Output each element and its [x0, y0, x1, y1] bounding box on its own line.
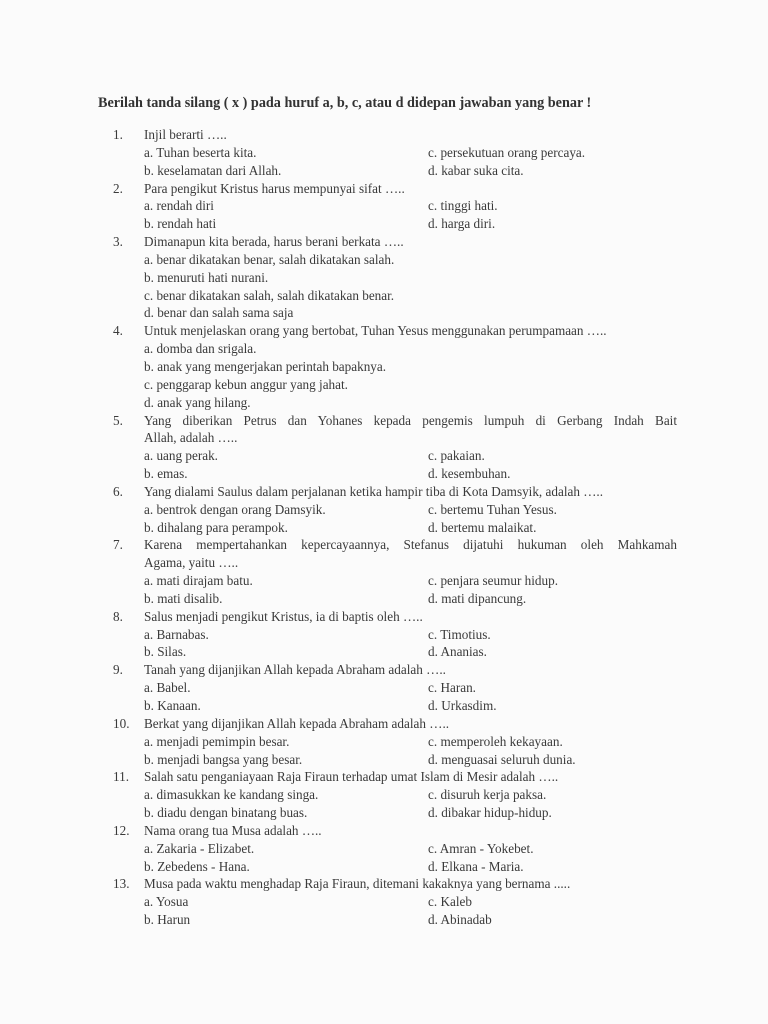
answer-option[interactable]: a. uang perak. [144, 448, 218, 464]
question-number: 2. [113, 180, 123, 196]
answer-option[interactable]: c. benar dikatakan salah, salah dikatakan benar. [144, 287, 395, 303]
answer-option[interactable]: d. menguasai seluruh dunia. [428, 751, 576, 767]
question-text: Salah satu penganiayaan Raja Firaun terhadap umat Islam di Mesir adalah ….. [144, 769, 559, 785]
answer-row [0, 590, 768, 608]
answer-row [0, 679, 768, 697]
question-line [0, 608, 768, 626]
answer-option[interactable]: c. Haran. [428, 680, 476, 696]
question-text: Salus menjadi pengikut Kristus, ia di baptis oleh ….. [144, 608, 423, 624]
answer-option[interactable]: b. anak yang mengerjakan perintah bapaknya. [144, 358, 387, 374]
question-text: Untuk menjelaskan orang yang bertobat, Tuhan Yesus menggunakan perumpamaan ….. [144, 323, 607, 339]
answer-row [0, 911, 768, 929]
question-list [0, 126, 768, 929]
answer-option[interactable]: a. menjadi pemimpin besar. [144, 733, 290, 749]
question-item [0, 180, 768, 234]
question-item [0, 608, 768, 662]
answer-option[interactable]: c. penjara seumur hidup. [428, 573, 559, 589]
answer-option[interactable]: b. keselamatan dari Allah. [144, 162, 282, 178]
answer-option[interactable]: a. domba dan srigala. [144, 341, 257, 357]
answer-option[interactable]: b. menuruti hati nurani. [144, 269, 269, 285]
question-text: Injil berarti ….. [144, 127, 227, 142]
answer-option[interactable]: d. Abinadab [428, 912, 492, 928]
question-text: Berkat yang dijanjikan Allah kepada Abraham adalah ….. [144, 715, 450, 731]
answer-option[interactable]: d. dibakar hidup-hidup. [428, 805, 552, 821]
question-line [0, 126, 768, 144]
answer-option[interactable]: c. penggarap kebun anggur yang jahat. [144, 376, 348, 392]
question-text: Yang diberikan Petrus dan Yohanes kepada pengemis lumpuh di Gerbang Indah Bait [144, 412, 677, 428]
question-text: Tanah yang dijanjikan Allah kepada Abraham adalah ….. [144, 662, 446, 678]
answer-row [0, 893, 768, 911]
answer-option[interactable]: b. Zebedens - Hana. [144, 858, 250, 874]
question-text: Karena mempertahankan kepercayaannya, Stefanus dijatuhi hukuman oleh Mahkamah [144, 537, 677, 553]
question-text: Agama, yaitu ….. [144, 555, 239, 571]
answer-row [0, 465, 768, 483]
answer-row [0, 215, 768, 233]
question-line [0, 822, 768, 840]
answer-option[interactable]: c. disuruh kerja paksa. [428, 787, 547, 803]
answer-option[interactable]: d. Ananias. [428, 644, 487, 660]
answer-option[interactable]: d. mati dipancung. [428, 590, 527, 606]
answer-option[interactable]: a. rendah diri [144, 198, 214, 214]
question-line [0, 322, 768, 340]
answer-option[interactable]: c. persekutuan orang percaya. [428, 144, 586, 160]
answer-row [0, 643, 768, 661]
question-item [0, 768, 768, 822]
question-text: Allah, adalah ….. [144, 430, 238, 446]
question-number: 10. [113, 715, 130, 731]
question-line [0, 483, 768, 501]
answer-option[interactable]: a. Tuhan beserta kita. [144, 144, 257, 160]
answer-row [0, 519, 768, 537]
answer-row [0, 858, 768, 876]
answer-row [0, 287, 768, 305]
answer-row [0, 751, 768, 769]
question-line [0, 768, 768, 786]
question-text: Dimanapun kita berada, harus berani berkata ….. [144, 234, 404, 250]
answer-option[interactable]: b. emas. [144, 466, 188, 482]
question-line [0, 233, 768, 251]
question-number: 1. [113, 127, 123, 142]
answer-option[interactable]: c. Amran - Yokebet. [428, 840, 534, 856]
answer-option[interactable]: a. Yosua [144, 894, 189, 910]
answer-option[interactable]: b. rendah hati [144, 216, 217, 232]
instruction-heading: Berilah tanda silang ( x ) pada huruf a, b, c, atau d didepan jawaban yang benar ! [98, 95, 592, 111]
answer-row [0, 251, 768, 269]
answer-option[interactable]: d. Elkana - Maria. [428, 858, 524, 874]
question-item [0, 715, 768, 769]
answer-row [0, 626, 768, 644]
question-line [0, 661, 768, 679]
answer-option[interactable]: d. Urkasdim. [428, 698, 497, 713]
answer-row [0, 162, 768, 180]
question-item [0, 233, 768, 322]
question-number: 13. [113, 876, 130, 892]
answer-row [0, 447, 768, 465]
answer-option[interactable]: b. menjadi bangsa yang besar. [144, 751, 303, 767]
question-text: Yang dialami Saulus dalam perjalanan ketika hampir tiba di Kota Damsyik, adalah ….. [144, 483, 604, 499]
answer-row [0, 733, 768, 751]
answer-option[interactable]: c. Kaleb [428, 894, 472, 910]
question-number: 8. [113, 608, 123, 624]
answer-option[interactable]: a. mati dirajam batu. [144, 573, 253, 589]
question-item [0, 412, 768, 483]
answer-option[interactable]: c. tinggi hati. [428, 198, 498, 214]
answer-option[interactable]: a. bentrok dengan orang Damsyik. [144, 501, 326, 517]
answer-row [0, 840, 768, 858]
question-item [0, 875, 768, 929]
answer-row [0, 144, 768, 162]
question-number: 12. [113, 822, 130, 838]
answer-option[interactable]: a. dimasukkan ke kandang singa. [144, 787, 319, 803]
answer-option[interactable]: c. bertemu Tuhan Yesus. [428, 501, 557, 517]
answer-option[interactable]: b. Silas. [144, 644, 187, 660]
answer-option[interactable]: b. Kanaan. [144, 698, 201, 713]
answer-row [0, 572, 768, 590]
answer-option[interactable]: b. dihalang para perampok. [144, 519, 288, 535]
question-line [0, 554, 768, 572]
question-line [0, 429, 768, 447]
answer-row [0, 376, 768, 394]
answer-row [0, 269, 768, 287]
question-item [0, 126, 768, 180]
question-text: Nama orang tua Musa adalah ….. [144, 822, 322, 838]
answer-row [0, 304, 768, 322]
answer-option[interactable]: d. bertemu malaikat. [428, 519, 537, 535]
answer-option[interactable]: d. kesembuhan. [428, 466, 511, 482]
answer-option[interactable]: c. memperoleh kekayaan. [428, 733, 563, 749]
answer-option[interactable]: c. pakaian. [428, 448, 485, 464]
answer-row [0, 697, 768, 715]
question-line [0, 875, 768, 893]
question-number: 9. [113, 662, 123, 678]
answer-row [0, 501, 768, 519]
answer-row [0, 786, 768, 804]
question-item [0, 822, 768, 876]
question-number: 11. [113, 769, 129, 785]
question-line [0, 715, 768, 733]
answer-option[interactable]: b. Harun [144, 912, 191, 928]
question-number: 4. [113, 323, 123, 339]
answer-option[interactable]: a. Barnabas. [144, 626, 209, 642]
answer-option[interactable]: d. harga diri. [428, 216, 496, 232]
question-item [0, 536, 768, 607]
answer-option[interactable]: d. anak yang hilang. [144, 394, 251, 410]
answer-row [0, 804, 768, 822]
question-text: Musa pada waktu menghadap Raja Firaun, ditemani kakaknya yang bernama ..... [144, 876, 571, 892]
answer-row [0, 340, 768, 358]
question-text: Para pengikut Kristus harus mempunyai sifat ….. [144, 180, 405, 196]
question-line [0, 412, 768, 430]
question-item [0, 322, 768, 411]
answer-row [0, 358, 768, 376]
answer-option[interactable]: d. kabar suka cita. [428, 162, 524, 178]
answer-option[interactable]: a. benar dikatakan benar, salah dikatakan salah. [144, 251, 395, 267]
answer-option[interactable]: b. mati disalib. [144, 590, 223, 606]
answer-option[interactable]: d. benar dan salah sama saja [144, 305, 294, 321]
answer-option[interactable]: a. Babel. [144, 680, 191, 696]
answer-row [0, 394, 768, 412]
answer-row [0, 197, 768, 215]
question-item [0, 661, 768, 715]
question-item [0, 483, 768, 537]
question-line [0, 536, 768, 554]
answer-option[interactable]: c. Timotius. [428, 626, 491, 642]
question-line [0, 180, 768, 198]
question-number: 3. [113, 234, 123, 250]
answer-option[interactable]: b. diadu dengan binatang buas. [144, 805, 308, 821]
question-number: 7. [113, 537, 123, 553]
answer-option[interactable]: a. Zakaria - Elizabet. [144, 840, 255, 856]
question-number: 5. [113, 412, 123, 428]
question-number: 6. [113, 483, 123, 499]
